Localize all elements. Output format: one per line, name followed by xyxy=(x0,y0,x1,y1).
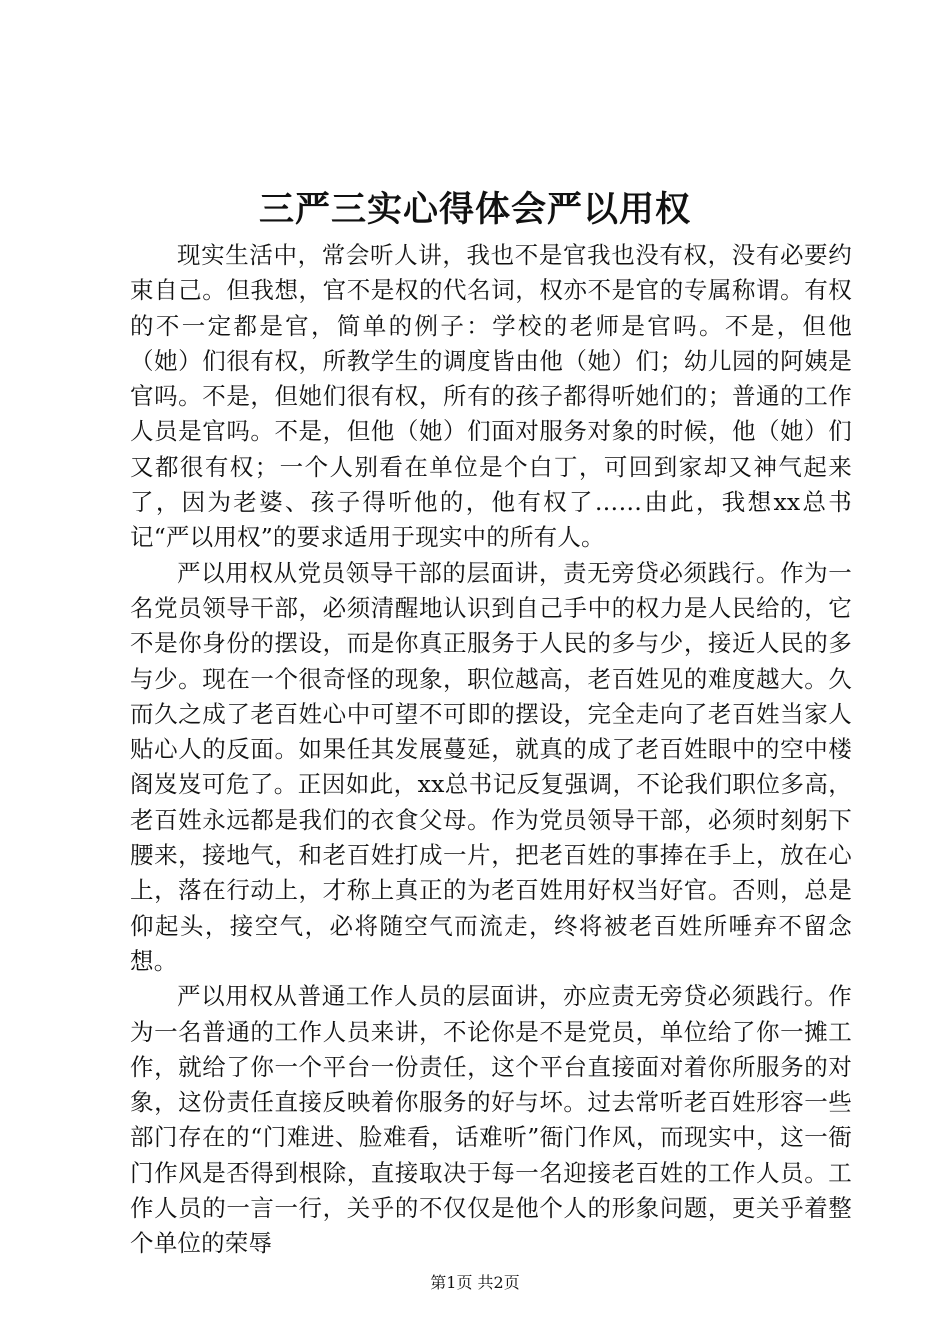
page-number-footer: 第1页 共2页 xyxy=(430,1273,520,1292)
paragraph-3: 严以用权从普通工作人员的层面讲，亦应责无旁贷必须践行。作为一名普通的工作人员来讲，不论你是不是党员，单位给了你一摊工作，就给了你一个平台一份责任，这个平台直接面对着你所服务的对象，这份责任直接反映着你服务的好与坏。过去常听老百姓形容一些部门存在的“门难进、脸难看，话难听”衙门作风，而现实中，这一衙门作风是否得到根除，直接取决于每一名迎接老百姓的工作人员。工作人员的一言一行，关乎的不仅仅是他个人的形象问题，更关乎着整个单位的荣辱 xyxy=(130,982,852,1258)
document-body xyxy=(130,238,852,1262)
paragraph-2: 严以用权从党员领导干部的层面讲，责无旁贷必须践行。作为一名党员领导干部，必须清醒地认识到自己手中的权力是人民给的，它不是你身份的摆设，而是你真正服务于人民的多与少，接近人民的多与少。现在一个很奇怪的现象，职位越高，老百姓见的难度越大。久而久之成了老百姓心中可望不可即的摆设，完全走向了老百姓当家人贴心人的反面。如果任其发展蔓延，就真的成了老百姓眼中的空中楼阁岌岌可危了。正因如此，xx总书记反复强调，不论我们职位多高，老百姓永远都是我们的衣食父母。作为党员领导干部，必须时刻躬下腰来，接地气，和老百姓打成一片，把老百姓的事捧在手上，放在心上，落在行动上，才称上真正的为老百姓用好权当好官。否则，总是仰起头，接空气，必将随空气而流走，终将被老百姓所唾弃不留念想。 xyxy=(130,558,852,975)
document-title: 三严三实心得体会严以用权 xyxy=(258,189,691,230)
paragraph-1: 现实生活中，常会听人讲，我也不是官我也没有权，没有必要约束自己。但我想，官不是权的代名词，权亦不是官的专属称谓。有权的不一定都是官，简单的例子：学校的老师是官吗。不是，但他（她）们很有权，所教学生的调度皆由他（她）们；幼儿园的阿姨是官吗。不是，但她们很有权，所有的孩子都得听她们的；普通的工作人员是官吗。不是，但他（她）们面对服务对象的时候，他（她）们又都很有权；一个人别看在单位是个白丁，可回到家却又神气起来了，因为老婆、孩子得听他的，他有权了……由此，我想xx总书记“严以用权”的要求适用于现实中的所有人。 xyxy=(130,241,852,552)
